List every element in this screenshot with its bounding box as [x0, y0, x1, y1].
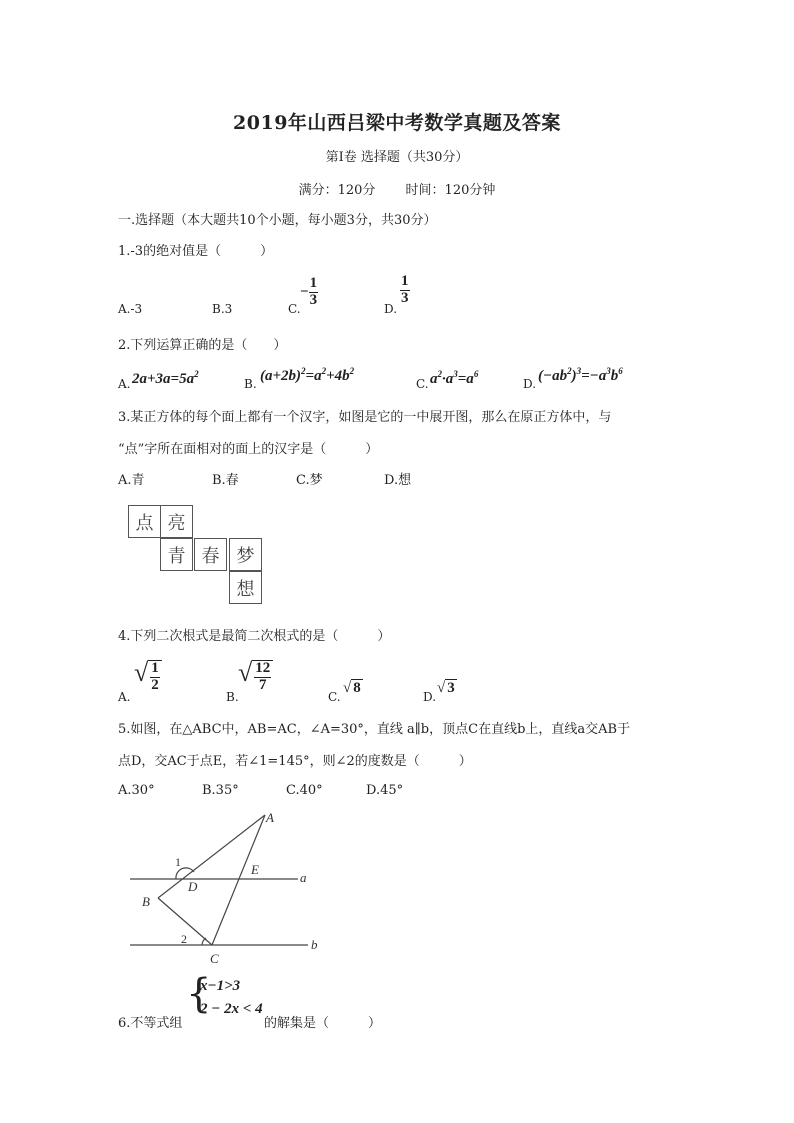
q4-option-a-math: √ $\frac{1}{2}$	[134, 658, 162, 694]
q4-b-numerator: 12	[255, 660, 271, 677]
exam-meta: 满分：120分 时间：120分钟	[298, 183, 496, 198]
q4-option-c-math: √ 8	[343, 680, 361, 696]
net-cell-qing: 青	[160, 538, 193, 571]
q3-option-a: A.青	[118, 473, 145, 488]
q1-c-denominator: 3	[309, 291, 318, 308]
q4-option-a-label: A.	[118, 690, 131, 704]
q1-option-c-math: − $\frac{1}{3}$	[300, 275, 318, 308]
label-angle-2: 2	[181, 932, 187, 946]
q1-d-numerator: 1	[401, 273, 409, 289]
q4-stem: 4.下列二次根式是最简二次根式的是（ ）	[118, 629, 391, 644]
q5-option-d: D.45°	[366, 783, 404, 798]
q5-stem-line2: 点D，交AC于点E，若∠1=145°，则∠2的度数是（ ）	[118, 754, 472, 769]
q1-d-denominator: 3	[401, 289, 409, 306]
q1-option-b: B.3	[212, 302, 233, 316]
q3-option-c: C.梦	[296, 473, 323, 488]
q4-d-radicand: 3	[447, 680, 455, 696]
label-E: E	[251, 862, 259, 877]
exam-subtitle: 第Ⅰ卷 选择题（共30分）	[325, 150, 469, 165]
net-cell-xiang: 想	[229, 571, 262, 604]
q6-brace: {	[186, 971, 212, 1017]
angle-2-arc	[202, 938, 206, 945]
q6-inequality-1: x−1>3	[200, 978, 241, 994]
q1-option-a: A.-3	[118, 302, 143, 316]
q2-option-c-math: $a^2\cdot a^3=a^6$	[430, 369, 479, 387]
q6-prefix: 6.不等式组	[118, 1016, 183, 1031]
q1-option-c-label: C.	[288, 302, 301, 316]
q1-stem: 1.-3的绝对值是（ ）	[118, 244, 274, 259]
q3-stem-line1: 3.某正方体的每个面上都有一个汉字，如图是它的一中展开图，那么在原正方体中，与	[118, 410, 612, 425]
q2-stem: 2.下列运算正确的是（ ）	[118, 338, 287, 353]
q5-option-c: C.40°	[286, 783, 323, 798]
q4-option-b-math: √ $\frac{12}{7}$	[238, 658, 273, 694]
q4-option-d-label: D.	[423, 690, 437, 704]
q1-option-d-label: D.	[384, 302, 398, 316]
q3-stem-line2: “点”字所在面相对的面上的汉字是（ ）	[118, 442, 379, 457]
label-C: C	[210, 951, 219, 966]
q2-option-b-math: $(a+2b)^2=a^2+4b^2$	[260, 366, 355, 384]
q2-option-d-math: $(-ab^2)^3=-a^3b^6$	[538, 366, 623, 384]
q1-c-numerator: 1	[309, 275, 318, 291]
q6-suffix: 的解集是（ ）	[264, 1016, 382, 1031]
segment-ac	[212, 815, 265, 945]
q5-option-b: B.35°	[202, 783, 239, 798]
label-B: B	[142, 894, 150, 909]
q2-option-b-label: B.	[244, 377, 257, 391]
label-angle-1: 1	[175, 855, 181, 869]
q2-option-c-label: C.	[416, 377, 429, 391]
q2-option-a-math: $2a+3a=5a^2$	[132, 369, 199, 387]
q4-b-denominator: 7	[259, 677, 267, 694]
q5-option-a: A.30°	[118, 783, 155, 798]
q2-option-a-label: A.	[118, 377, 131, 391]
label-a: a	[300, 870, 307, 885]
label-b: b	[311, 937, 318, 952]
page-title: 2019年山西吕梁中考数学真题及答案	[233, 112, 561, 134]
q3-option-b: B.春	[212, 473, 239, 488]
q3-option-d: D.想	[384, 473, 412, 488]
label-A: A	[266, 810, 274, 825]
q4-option-b-label: B.	[226, 690, 239, 704]
q2-option-d-label: D.	[523, 377, 537, 391]
label-D: D	[188, 879, 198, 894]
net-cell-liang: 亮	[160, 505, 193, 538]
net-cell-meng: 梦	[229, 538, 262, 571]
q4-a-numerator: 1	[151, 660, 159, 677]
q4-c-radicand: 8	[353, 680, 361, 696]
q4-option-d-math: √ 3	[437, 680, 455, 696]
q4-option-c-label: C.	[328, 690, 341, 704]
net-cell-chun: 春	[194, 538, 227, 571]
section-heading: 一.选择题（本大题共10个小题，每小题3分，共30分）	[118, 213, 437, 228]
q4-a-denominator: 2	[151, 677, 159, 694]
q5-stem-line1: 5.如图，在△ABC中，AB=AC，∠A=30°，直线 a∥b，顶点C在直线b上，直线a交AB于	[118, 722, 631, 737]
net-cell-dian: 点	[128, 505, 161, 538]
q6-inequality-2: 2 − 2x < 4	[200, 1001, 263, 1017]
